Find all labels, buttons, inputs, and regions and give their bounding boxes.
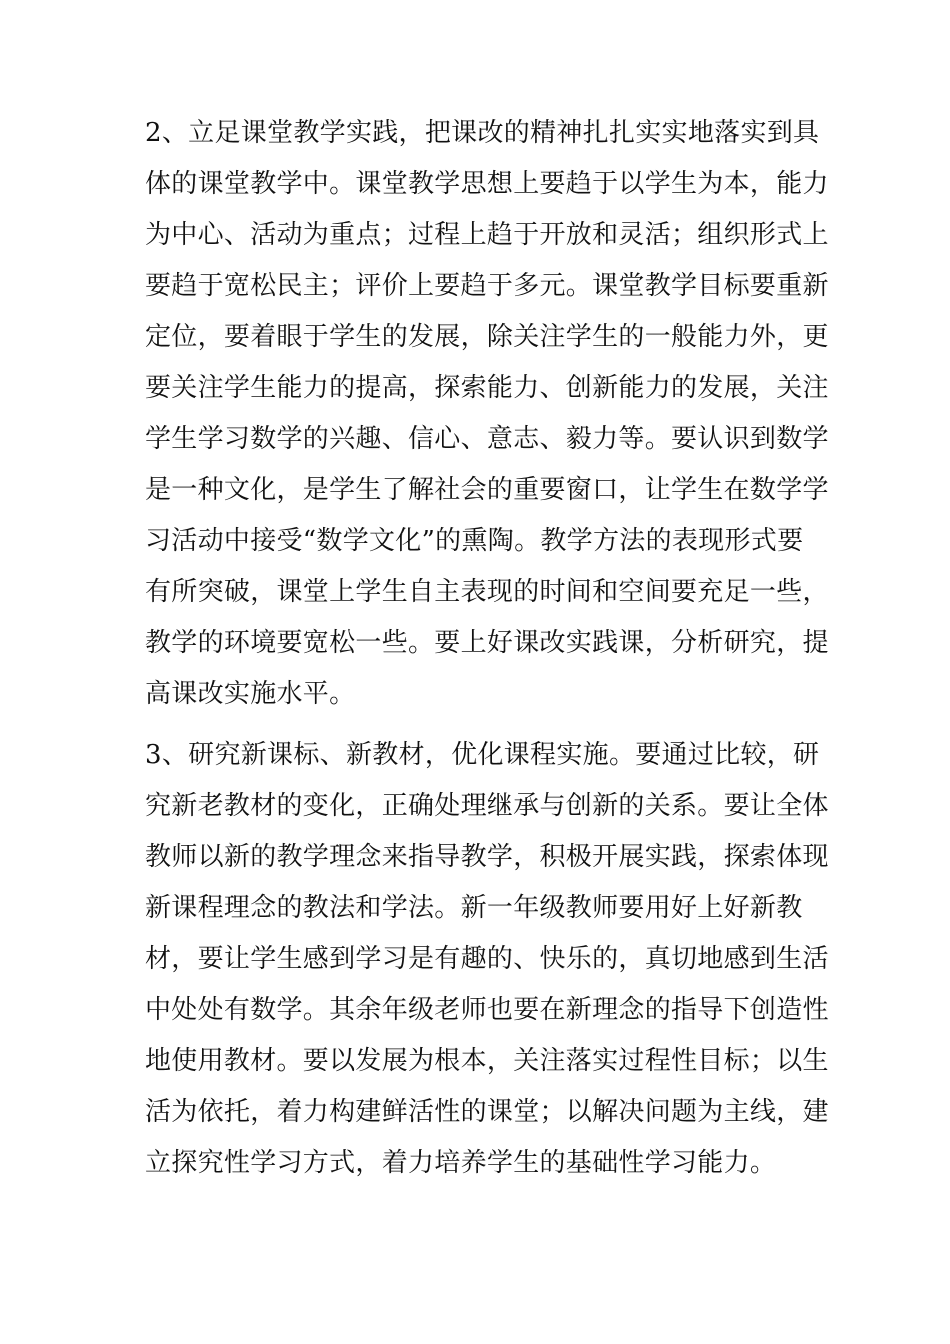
paragraph-3-new-curriculum <box>145 730 829 1189</box>
text-line: 新课程理念的教法和学法。新一年级教师要用好上好新教 <box>145 893 803 923</box>
text-line: 中处处有数学。其余年级老师也要在新理念的指导下创造性 <box>145 995 829 1025</box>
text-line: 立探究性学习方式，着力培养学生的基础性学习能力。 <box>145 1148 777 1178</box>
text-line: 要关注学生能力的提高，探索能力、创新能力的发展，关注 <box>145 373 829 403</box>
text-line: 教师以新的教学理念来指导教学，积极开展实践，探索体现 <box>145 842 829 872</box>
text-line: 是一种文化，是学生了解社会的重要窗口，让学生在数学学 <box>145 475 829 505</box>
text-line: 习活动中接受“数学文化”的熏陶。教学方法的表现形式要 <box>145 526 804 556</box>
text-line: 高课改实施水平。 <box>145 679 356 709</box>
text-line: 地使用教材。要以发展为根本，关注落实过程性目标；以生 <box>145 1046 829 1076</box>
text-line: 究新老教材的变化，正确处理继承与创新的关系。要让全体 <box>145 791 829 821</box>
text-line: 要趋于宽松民主；评价上要趋于多元。课堂教学目标要重新 <box>145 271 829 301</box>
text-line: 教学的环境要宽松一些。要上好课改实践课，分析研究，提 <box>145 628 829 658</box>
text-line: 2、立足课堂教学实践，把课改的精神扎扎实实地落实到具 <box>145 118 820 148</box>
text-line: 活为依托，着力构建鲜活性的课堂；以解决问题为主线，建 <box>145 1097 829 1127</box>
text-line: 有所突破，课堂上学生自主表现的时间和空间要充足一些， <box>145 577 829 607</box>
text-line: 为中心、活动为重点；过程上趋于开放和灵活；组织形式上 <box>145 220 829 250</box>
paragraph-2-classroom-practice <box>145 108 829 720</box>
text-line: 材，要让学生感到学习是有趣的、快乐的，真切地感到生活 <box>145 944 829 974</box>
text-line: 学生学习数学的兴趣、信心、意志、毅力等。要认识到数学 <box>145 424 829 454</box>
text-line: 定位，要着眼于学生的发展，除关注学生的一般能力外，更 <box>145 322 829 352</box>
text-line: 体的课堂教学中。课堂教学思想上要趋于以学生为本，能力 <box>145 169 829 199</box>
text-line: 3、研究新课标、新教材，优化课程实施。要通过比较，研 <box>145 740 820 770</box>
